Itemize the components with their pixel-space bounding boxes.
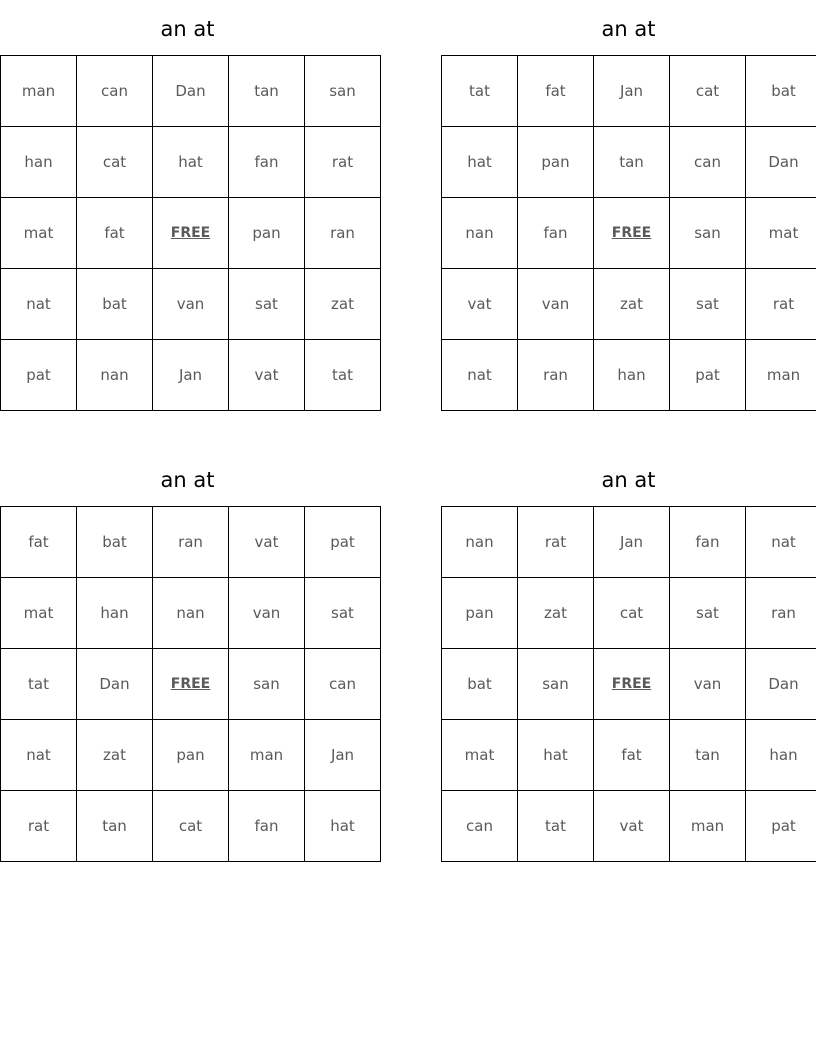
bingo-cell: Jan [153, 340, 229, 411]
bingo-cell: Jan [594, 56, 670, 127]
bingo-cell: can [77, 56, 153, 127]
bingo-cell: vat [594, 791, 670, 862]
bingo-cell: nan [153, 578, 229, 649]
bingo-cell: pat [746, 791, 816, 862]
bingo-cell: man [670, 791, 746, 862]
free-space-cell: FREE [153, 198, 229, 269]
bingo-cell: fan [670, 507, 746, 578]
bingo-cell: sat [670, 578, 746, 649]
bingo-cell: san [670, 198, 746, 269]
bingo-cell: bat [746, 56, 816, 127]
bingo-row [1, 791, 381, 862]
bingo-cell: rat [305, 127, 381, 198]
bingo-cell: mat [1, 578, 77, 649]
bingo-cell: fan [518, 198, 594, 269]
bingo-cell: hat [518, 720, 594, 791]
bingo-cell: Jan [594, 507, 670, 578]
bingo-cell: mat [1, 198, 77, 269]
bingo-row [1, 127, 381, 198]
bingo-row [1, 56, 381, 127]
bingo-cell: Dan [77, 649, 153, 720]
bingo-cell: han [746, 720, 816, 791]
bingo-cell: han [1, 127, 77, 198]
bingo-grid [0, 55, 381, 411]
bingo-cell: man [229, 720, 305, 791]
bingo-cell: Dan [746, 649, 816, 720]
bingo-cell: nat [1, 269, 77, 340]
bingo-cell: tat [305, 340, 381, 411]
free-space-cell: FREE [594, 649, 670, 720]
bingo-cell: tat [518, 791, 594, 862]
bingo-cell: rat [746, 269, 816, 340]
bingo-cell: pat [670, 340, 746, 411]
bingo-cell: tat [1, 649, 77, 720]
bingo-row [442, 269, 816, 340]
bingo-cell: cat [594, 578, 670, 649]
bingo-cell: pan [153, 720, 229, 791]
bingo-row [442, 507, 816, 578]
bingo-cell: fat [518, 56, 594, 127]
bingo-cell: san [229, 649, 305, 720]
bingo-cell: pan [518, 127, 594, 198]
bingo-cell: cat [153, 791, 229, 862]
free-space-cell: FREE [594, 198, 670, 269]
bingo-cell: hat [305, 791, 381, 862]
bingo-cell: man [1, 56, 77, 127]
bingo-cell: ran [153, 507, 229, 578]
bingo-cell: bat [442, 649, 518, 720]
bingo-row [442, 198, 816, 269]
bingo-cell: fat [594, 720, 670, 791]
bingo-cell: tan [594, 127, 670, 198]
bingo-cell: fat [1, 507, 77, 578]
bingo-cell: san [305, 56, 381, 127]
bingo-cell: vat [229, 340, 305, 411]
bingo-grid [441, 506, 816, 862]
bingo-cell: van [518, 269, 594, 340]
bingo-cell: vat [229, 507, 305, 578]
bingo-row [442, 578, 816, 649]
bingo-cell: pat [1, 340, 77, 411]
bingo-row [1, 507, 381, 578]
bingo-cell: rat [1, 791, 77, 862]
bingo-cell: sat [305, 578, 381, 649]
bingo-cell: van [153, 269, 229, 340]
bingo-cell: can [305, 649, 381, 720]
bingo-cell: zat [594, 269, 670, 340]
bingo-row [442, 649, 816, 720]
bingo-cell: tat [442, 56, 518, 127]
bingo-row [442, 127, 816, 198]
bingo-cell: pan [442, 578, 518, 649]
bingo-cell: nat [746, 507, 816, 578]
bingo-cell: hat [442, 127, 518, 198]
bingo-cell: ran [518, 340, 594, 411]
bingo-grid [0, 506, 381, 862]
bingo-cell: cat [670, 56, 746, 127]
bingo-cell: tan [670, 720, 746, 791]
bingo-cell: nan [442, 507, 518, 578]
bingo-cell: rat [518, 507, 594, 578]
free-space-cell: FREE [153, 649, 229, 720]
bingo-cell: nan [442, 198, 518, 269]
bingo-cell: zat [77, 720, 153, 791]
card-title: an at [601, 468, 656, 492]
bingo-cell: cat [77, 127, 153, 198]
bingo-row [442, 56, 816, 127]
bingo-row [442, 340, 816, 411]
bingo-cell: vat [442, 269, 518, 340]
bingo-cell: han [77, 578, 153, 649]
bingo-cell: man [746, 340, 816, 411]
bingo-cell: can [442, 791, 518, 862]
bingo-cell: Dan [746, 127, 816, 198]
card-title: an at [160, 17, 215, 41]
bingo-cell: ran [305, 198, 381, 269]
bingo-cell: nat [442, 340, 518, 411]
card-title: an at [601, 17, 656, 41]
bingo-grid [441, 55, 816, 411]
bingo-cell: zat [305, 269, 381, 340]
bingo-cell: sat [229, 269, 305, 340]
bingo-cell: fat [77, 198, 153, 269]
bingo-row [442, 791, 816, 862]
bingo-cell: hat [153, 127, 229, 198]
bingo-cell: van [229, 578, 305, 649]
bingo-cell: Jan [305, 720, 381, 791]
bingo-cell: tan [77, 791, 153, 862]
bingo-cell: han [594, 340, 670, 411]
bingo-cell: fan [229, 127, 305, 198]
bingo-cell: nat [1, 720, 77, 791]
bingo-row [1, 269, 381, 340]
bingo-cell: pat [305, 507, 381, 578]
bingo-row [442, 720, 816, 791]
card-title: an at [160, 468, 215, 492]
bingo-row [1, 340, 381, 411]
bingo-cell: san [518, 649, 594, 720]
bingo-cell: sat [670, 269, 746, 340]
bingo-row [1, 720, 381, 791]
bingo-cell: tan [229, 56, 305, 127]
bingo-cell: van [670, 649, 746, 720]
bingo-cell: mat [442, 720, 518, 791]
bingo-row [1, 578, 381, 649]
bingo-row [1, 649, 381, 720]
bingo-cell: nan [77, 340, 153, 411]
bingo-cell: pan [229, 198, 305, 269]
bingo-row [1, 198, 381, 269]
bingo-cell: bat [77, 269, 153, 340]
bingo-cell: ran [746, 578, 816, 649]
bingo-cell: bat [77, 507, 153, 578]
bingo-cell: can [670, 127, 746, 198]
bingo-cell: mat [746, 198, 816, 269]
bingo-cell: fan [229, 791, 305, 862]
bingo-cell: Dan [153, 56, 229, 127]
bingo-cell: zat [518, 578, 594, 649]
